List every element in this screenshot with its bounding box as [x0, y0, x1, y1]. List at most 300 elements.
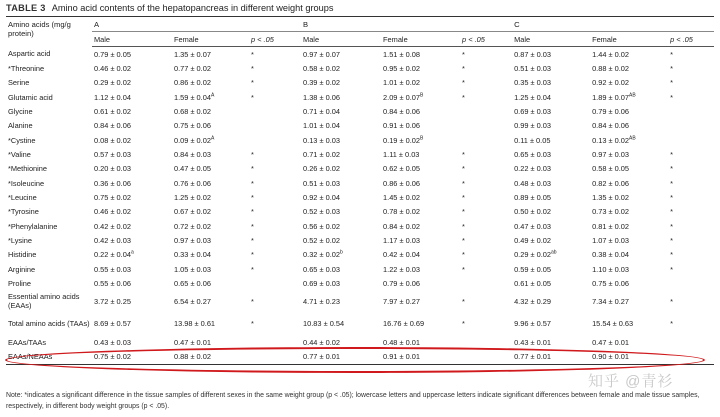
value: 1.11 ± 0.03 [383, 150, 420, 160]
value: 0.84 ± 0.03 [174, 150, 211, 160]
value: 0.99 ± 0.03 [514, 121, 551, 131]
cell-p-mark [249, 119, 301, 133]
cell-p-mark: * [251, 178, 254, 188]
cell-female [381, 90, 460, 104]
cell-p-mark: * [670, 318, 673, 328]
cell-male [301, 277, 381, 291]
amino-acid-name: Essential amino acids (EAAs) [8, 292, 80, 310]
amino-acid-name: *Valine [8, 150, 31, 160]
cell-female [590, 104, 668, 118]
cell-female [172, 90, 249, 104]
amino-acid-name: Glutamic acid [8, 92, 53, 102]
value: 0.91 ± 0.06 [383, 121, 420, 131]
value: 0.69 ± 0.03 [514, 107, 551, 117]
cell-female [590, 61, 668, 75]
cell-male [92, 76, 172, 90]
value: 0.67 ± 0.02 [174, 207, 211, 217]
value: 0.86 ± 0.06 [383, 178, 420, 188]
table-caption [6, 3, 333, 13]
cell-male [512, 90, 590, 104]
table-row [6, 205, 714, 219]
value: 4.71 ± 0.23 [303, 296, 340, 306]
value: 0.77 ± 0.01 [514, 351, 551, 361]
table-row [6, 76, 714, 90]
cell-female [172, 205, 249, 219]
cell-p-mark: * [251, 318, 254, 328]
cell-female [590, 133, 668, 147]
cell-male [301, 262, 381, 276]
value: 1.35 ± 0.02 [592, 193, 629, 203]
cell-male [301, 349, 381, 364]
cell-male [92, 262, 172, 276]
cell-female [381, 262, 460, 276]
cell-p-mark: * [670, 193, 673, 203]
value: 0.81 ± 0.02 [592, 221, 629, 231]
cell-female [172, 104, 249, 118]
cell-male [512, 291, 590, 313]
value: 6.54 ± 0.27 [174, 296, 211, 306]
value: 0.61 ± 0.05 [514, 279, 551, 289]
watermark: 知乎 @青衫 [588, 373, 674, 390]
table-row [6, 291, 714, 313]
amino-acid-name: Serine [8, 78, 30, 88]
value: 0.91 ± 0.01 [383, 351, 420, 361]
value: 0.97 ± 0.03 [174, 236, 211, 246]
value: 0.84 ± 0.02 [383, 221, 420, 231]
cell-female [172, 262, 249, 276]
cell-p-mark: * [462, 49, 465, 59]
cell-female [172, 61, 249, 75]
value: 0.90 ± 0.01 [592, 351, 629, 361]
table-row [6, 277, 714, 291]
value: 0.49 ± 0.02 [514, 236, 551, 246]
value: 0.61 ± 0.02 [94, 107, 131, 117]
value: 0.47 ± 0.01 [174, 337, 211, 347]
amino-acid-name: *Lysine [8, 236, 32, 246]
cell-male [92, 90, 172, 104]
cell-male [512, 313, 590, 335]
cell-p-mark: * [670, 250, 673, 260]
value: 4.32 ± 0.29 [514, 296, 551, 306]
cell-p-mark [249, 104, 301, 118]
value: 0.58 ± 0.05 [592, 164, 629, 174]
value: 0.09 ± 0.02 [174, 135, 211, 145]
value: 0.75 ± 0.06 [174, 121, 211, 131]
value: 0.46 ± 0.02 [94, 207, 131, 217]
value: 0.88 ± 0.02 [592, 64, 629, 74]
cell-p-mark: * [670, 49, 673, 59]
amino-acid-name: Arginine [8, 264, 36, 274]
cell-female [381, 349, 460, 364]
cell-p-mark: * [462, 221, 465, 231]
cell-p-mark [249, 133, 301, 147]
cell-p-mark: * [670, 207, 673, 217]
cell-p-mark: * [462, 236, 465, 246]
value: 0.77 ± 0.02 [174, 64, 211, 74]
significance-letter: B [419, 135, 424, 142]
value: 0.26 ± 0.02 [303, 164, 340, 174]
value: 0.29 ± 0.02 [514, 250, 551, 260]
value: 7.34 ± 0.27 [592, 296, 629, 306]
cell-male [512, 248, 590, 262]
cell-male [301, 176, 381, 190]
value: 0.97 ± 0.07 [303, 49, 340, 59]
cell-female [172, 277, 249, 291]
significance-letter: A [210, 135, 215, 142]
value: 1.59 ± 0.04 [174, 92, 211, 102]
cell-male [301, 205, 381, 219]
cell-p-mark: * [670, 164, 673, 174]
value: 0.75 ± 0.02 [94, 351, 131, 361]
cell-p-mark: * [670, 221, 673, 231]
value: 0.48 ± 0.03 [514, 178, 551, 188]
cell-male [301, 291, 381, 313]
value: 0.56 ± 0.02 [303, 221, 340, 231]
value: 8.69 ± 0.57 [94, 318, 131, 328]
cell-male [92, 313, 172, 335]
cell-male [512, 119, 590, 133]
cell-female [381, 335, 460, 349]
value: 0.92 ± 0.04 [303, 193, 340, 203]
value: 0.71 ± 0.04 [303, 107, 340, 117]
value: 1.01 ± 0.04 [303, 121, 340, 131]
value: 1.22 ± 0.03 [383, 264, 420, 274]
cell-male [92, 119, 172, 133]
cell-female [590, 162, 668, 176]
value: 1.10 ± 0.03 [592, 264, 629, 274]
cell-p-mark [249, 277, 301, 291]
cell-male [512, 190, 590, 204]
value: 0.79 ± 0.06 [592, 107, 629, 117]
cell-female [172, 133, 249, 147]
cell-male [92, 233, 172, 247]
cell-male [301, 133, 381, 147]
significance-letter: AB [629, 92, 636, 99]
table-row [6, 104, 714, 118]
value: 0.42 ± 0.03 [94, 236, 131, 246]
value: 0.47 ± 0.03 [514, 221, 551, 231]
value: 1.51 ± 0.08 [383, 49, 420, 59]
value: 0.32 ± 0.02 [303, 250, 340, 260]
table-row [6, 47, 714, 62]
cell-female [172, 190, 249, 204]
cell-male [301, 233, 381, 247]
header-female: Female [172, 32, 249, 47]
value: 0.69 ± 0.03 [303, 279, 340, 289]
cell-female [381, 205, 460, 219]
cell-female [172, 47, 249, 62]
amino-acid-name: Histidine [8, 250, 37, 260]
cell-female [381, 233, 460, 247]
cell-male [92, 291, 172, 313]
cell-p-mark: * [251, 207, 254, 217]
cell-female [172, 76, 249, 90]
value: 0.44 ± 0.02 [303, 337, 340, 347]
cell-p-mark: * [462, 164, 465, 174]
value: 0.73 ± 0.02 [592, 207, 629, 217]
cell-p-mark: * [462, 250, 465, 260]
value: 0.75 ± 0.02 [94, 193, 131, 203]
value: 13.98 ± 0.61 [174, 318, 216, 328]
cell-p-mark [460, 335, 512, 349]
cell-male [512, 219, 590, 233]
cell-p-mark [668, 335, 714, 349]
cell-female [381, 176, 460, 190]
value: 1.25 ± 0.02 [174, 193, 211, 203]
value: 1.07 ± 0.03 [592, 236, 629, 246]
cell-female [381, 104, 460, 118]
significance-letter: b [339, 250, 343, 257]
value: 9.96 ± 0.57 [514, 318, 551, 328]
table-row [6, 233, 714, 247]
value: 0.55 ± 0.03 [94, 264, 131, 274]
cell-female [590, 248, 668, 262]
table-label: TABLE 3 [6, 3, 46, 13]
value: 0.55 ± 0.06 [94, 279, 131, 289]
table-row [6, 90, 714, 104]
cell-p-mark [668, 133, 714, 147]
value: 0.65 ± 0.03 [514, 150, 551, 160]
value: 0.79 ± 0.06 [383, 279, 420, 289]
cell-female [590, 147, 668, 161]
amino-acid-name: Alanine [8, 121, 33, 131]
header-amino-acids: Amino acids (mg/g protein) [6, 17, 92, 47]
cell-p-mark [460, 119, 512, 133]
cell-female [590, 205, 668, 219]
header-female: Female [590, 32, 668, 47]
cell-p-mark: * [251, 92, 254, 102]
value: 0.11 ± 0.05 [514, 135, 551, 145]
cell-male [512, 76, 590, 90]
value: 0.59 ± 0.05 [514, 264, 551, 274]
value: 0.51 ± 0.03 [514, 64, 551, 74]
cell-female [381, 219, 460, 233]
cell-female [590, 90, 668, 104]
table-row [6, 335, 714, 349]
cell-male [92, 219, 172, 233]
cell-p-mark: * [251, 193, 254, 203]
value: 0.22 ± 0.03 [514, 164, 551, 174]
cell-p-mark: * [462, 193, 465, 203]
value: 0.43 ± 0.03 [94, 337, 131, 347]
cell-p-mark [460, 133, 512, 147]
cell-p-mark: * [670, 296, 673, 306]
significance-letter: a [130, 250, 134, 257]
cell-male [512, 47, 590, 62]
cell-male [301, 248, 381, 262]
cell-female [381, 47, 460, 62]
amino-acid-name: *Leucine [8, 193, 37, 203]
cell-male [512, 205, 590, 219]
value: 0.13 ± 0.03 [303, 135, 340, 145]
value: 0.43 ± 0.01 [514, 337, 551, 347]
value: 0.89 ± 0.05 [514, 193, 551, 203]
cell-p-mark: * [251, 296, 254, 306]
value: 0.75 ± 0.06 [592, 279, 629, 289]
value: 0.88 ± 0.02 [174, 351, 211, 361]
cell-male [92, 277, 172, 291]
amino-acid-name: *Tyrosine [8, 207, 39, 217]
cell-male [92, 147, 172, 161]
cell-male [512, 349, 590, 364]
amino-acid-name: *Cystine [8, 135, 36, 145]
value: 0.35 ± 0.03 [514, 78, 551, 88]
value: 0.36 ± 0.06 [94, 178, 131, 188]
cell-p-mark: * [462, 318, 465, 328]
cell-female [172, 248, 249, 262]
value: 15.54 ± 0.63 [592, 318, 634, 328]
cell-female [590, 277, 668, 291]
value: 0.71 ± 0.02 [303, 150, 340, 160]
cell-female [381, 190, 460, 204]
value: 1.17 ± 0.03 [383, 236, 420, 246]
cell-male [92, 349, 172, 364]
cell-p-mark [668, 119, 714, 133]
amino-acid-name: EAAs/TAAs [8, 337, 47, 347]
cell-p-mark: * [251, 264, 254, 274]
header-male: Male [92, 32, 172, 47]
amino-acid-name: EAAs/NEAAs [6, 349, 92, 364]
value: 1.35 ± 0.07 [174, 49, 211, 59]
table-row [6, 162, 714, 176]
cell-p-mark [460, 277, 512, 291]
cell-female [590, 349, 668, 364]
cell-male [512, 262, 590, 276]
cell-p-mark: * [462, 296, 465, 306]
group-header-c: C [512, 17, 714, 32]
value: 0.84 ± 0.06 [94, 121, 131, 131]
cell-male [512, 176, 590, 190]
cell-female [172, 176, 249, 190]
cell-p-mark: * [462, 150, 465, 160]
cell-male [301, 219, 381, 233]
cell-p-mark [668, 104, 714, 118]
table-body [6, 47, 714, 365]
value: 0.62 ± 0.05 [383, 164, 420, 174]
value: 0.52 ± 0.02 [303, 236, 340, 246]
cell-p-mark [460, 349, 512, 364]
value: 0.68 ± 0.02 [174, 107, 211, 117]
cell-male [92, 133, 172, 147]
cell-male [512, 277, 590, 291]
value: 1.38 ± 0.06 [303, 92, 340, 102]
cell-p-mark: * [251, 150, 254, 160]
cell-p-mark: * [670, 178, 673, 188]
value: 0.84 ± 0.06 [592, 121, 629, 131]
cell-p-mark: * [462, 78, 465, 88]
cell-male [301, 147, 381, 161]
cell-p-mark: * [462, 207, 465, 217]
cell-female [590, 233, 668, 247]
cell-female [590, 76, 668, 90]
value: 1.05 ± 0.03 [174, 264, 211, 274]
value: 0.65 ± 0.06 [174, 279, 211, 289]
cell-female [381, 291, 460, 313]
cell-male [301, 119, 381, 133]
value: 3.72 ± 0.25 [94, 296, 131, 306]
value: 10.83 ± 0.54 [303, 318, 345, 328]
cell-female [590, 219, 668, 233]
value: 0.77 ± 0.01 [303, 351, 340, 361]
cell-p-mark [460, 104, 512, 118]
cell-female [590, 335, 668, 349]
cell-male [301, 76, 381, 90]
value: 0.46 ± 0.02 [94, 64, 131, 74]
amino-acid-name: *Methionine [8, 164, 48, 174]
value: 1.45 ± 0.02 [383, 193, 420, 203]
cell-male [512, 133, 590, 147]
cell-p-mark [249, 349, 301, 364]
cell-male [512, 61, 590, 75]
table-row [6, 349, 714, 364]
amino-acid-name: Aspartic acid [8, 49, 51, 59]
table-row [6, 147, 714, 161]
table-row [6, 262, 714, 276]
value: 1.12 ± 0.04 [94, 92, 131, 102]
value: 0.92 ± 0.02 [592, 78, 629, 88]
cell-female [381, 162, 460, 176]
table-title: Amino acid contents of the hepatopancreas in different weight groups [51, 3, 334, 13]
cell-female [381, 147, 460, 161]
value: 0.22 ± 0.04 [94, 250, 131, 260]
cell-p-mark: * [251, 64, 254, 74]
group-header-b: B [301, 17, 512, 32]
cell-male [512, 233, 590, 247]
cell-p-mark: * [670, 264, 673, 274]
cell-female [590, 119, 668, 133]
cell-male [92, 248, 172, 262]
cell-female [381, 277, 460, 291]
cell-female [172, 291, 249, 313]
significance-letter: AB [629, 135, 636, 142]
significance-letter: A [210, 92, 215, 99]
cell-p-mark: * [670, 150, 673, 160]
value: 0.29 ± 0.02 [94, 78, 131, 88]
cell-p-mark: * [251, 49, 254, 59]
significance-letter: B [419, 92, 424, 99]
value: 0.86 ± 0.02 [174, 78, 211, 88]
value: 0.65 ± 0.03 [303, 264, 340, 274]
cell-female [381, 248, 460, 262]
cell-male [301, 162, 381, 176]
amino-acid-name: Proline [8, 279, 32, 289]
value: 0.78 ± 0.02 [383, 207, 420, 217]
amino-acid-name: *Threonine [8, 64, 45, 74]
cell-male [92, 104, 172, 118]
cell-female [172, 219, 249, 233]
cell-female [590, 47, 668, 62]
value: 1.44 ± 0.02 [592, 49, 629, 59]
value: 0.47 ± 0.01 [592, 337, 629, 347]
cell-female [590, 176, 668, 190]
cell-p-mark [668, 349, 714, 364]
cell-female [381, 313, 460, 335]
cell-p-mark: * [251, 78, 254, 88]
table-row [6, 133, 714, 147]
value: 0.19 ± 0.02 [383, 135, 420, 145]
cell-p-mark: * [670, 64, 673, 74]
table-row [6, 119, 714, 133]
value: 0.76 ± 0.06 [174, 178, 211, 188]
value: 0.33 ± 0.04 [174, 250, 211, 260]
cell-male [512, 104, 590, 118]
value: 0.50 ± 0.02 [514, 207, 551, 217]
header-p: p < .05 [668, 32, 714, 47]
cell-female [381, 119, 460, 133]
value: 1.25 ± 0.04 [514, 92, 551, 102]
cell-female [172, 119, 249, 133]
cell-p-mark: * [251, 250, 254, 260]
